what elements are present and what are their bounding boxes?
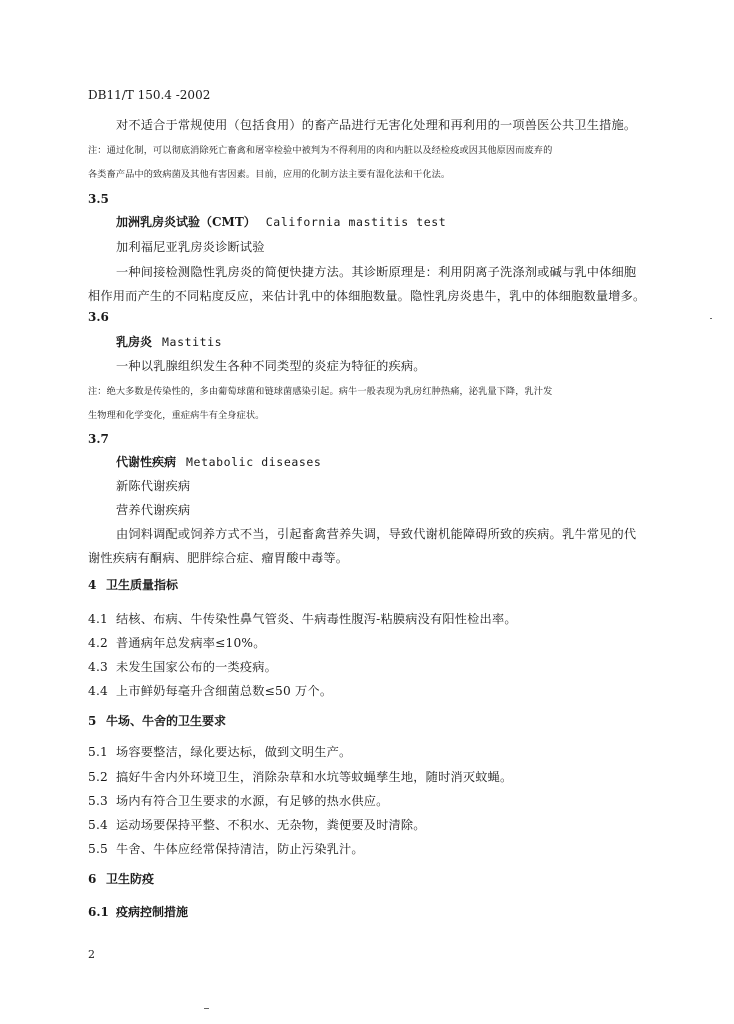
mastitis-note-line-1: 注：绝大多数是传染性的，多由葡萄球菌和链球菌感染引起。病牛一般表现为乳房红肿热痛，泌乳量下降，乳汁发 bbox=[88, 386, 553, 397]
page-number: 2 bbox=[88, 948, 95, 961]
section-6-number: 6 bbox=[88, 872, 97, 886]
item-text: 场内有符合卫生要求的水源，有足够的热水供应。 bbox=[116, 794, 389, 808]
item-text: 搞好牛舍内外环境卫生，消除杂草和水坑等蚊蝇孳生地，随时消灭蚊蝇。 bbox=[116, 770, 513, 784]
section-6-heading bbox=[88, 870, 154, 887]
section-5-title: 牛场、牛舍的卫生要求 bbox=[106, 714, 227, 728]
item-number: 4.4 bbox=[88, 684, 108, 698]
term-mastitis-en: Mastitis bbox=[162, 335, 223, 349]
term-cmt-en: California mastitis test bbox=[265, 215, 447, 229]
term-metabolic-cn: 代谢性疾病 bbox=[116, 455, 177, 469]
section-4-number: 4 bbox=[88, 578, 97, 592]
list-item bbox=[88, 743, 351, 760]
item-text: 牛舍、牛体应经常保持清洁，防止污染乳汁。 bbox=[116, 842, 364, 856]
clause-number-3-7: 3.7 bbox=[88, 432, 109, 446]
item-number: 4.1 bbox=[88, 612, 108, 626]
section-6-title: 卫生防疫 bbox=[106, 872, 155, 886]
item-text: 运动场要保持平整、不积水、无杂物，粪便要及时清除。 bbox=[116, 818, 426, 832]
item-text: 普通病年总发病率≤10%。 bbox=[116, 636, 266, 650]
item-text: 上市鲜奶每毫升含细菌总数≤50 万个。 bbox=[116, 684, 333, 698]
list-item bbox=[88, 682, 332, 699]
metabolic-definition-line-2: 谢性疾病有酮病、肥胖综合症、瘤胃酸中毒等。 bbox=[88, 551, 349, 565]
list-item bbox=[88, 792, 389, 809]
item-text: 场容要整洁，绿化要达标，做到文明生产。 bbox=[116, 745, 352, 759]
term-metabolic-alias-2: 营养代谢疾病 bbox=[116, 503, 191, 517]
item-number: 5.1 bbox=[88, 745, 108, 759]
mastitis-definition: 一种以乳腺组织发生各种不同类型的炎症为特征的疾病。 bbox=[116, 359, 426, 373]
metabolic-definition-line-1: 由饲料调配或饲养方式不当，引起畜禽营养失调，导致代谢机能障碍所致的疾病。乳牛常见的代 bbox=[116, 527, 637, 541]
cmt-definition-line-1: 一种间接检测隐性乳房炎的简便快捷方法。其诊断原理是：利用阴离子洗涤剂或碱与乳中体细胞 bbox=[116, 265, 637, 279]
item-number: 5.4 bbox=[88, 818, 108, 832]
item-number: 4.3 bbox=[88, 660, 108, 674]
list-item bbox=[88, 768, 512, 785]
subsection-6-1-heading bbox=[88, 903, 188, 920]
section-4-heading bbox=[88, 576, 178, 593]
term-metabolic-alias-1: 新陈代谢疾病 bbox=[116, 479, 191, 493]
term-mastitis bbox=[116, 333, 222, 350]
section-4-title: 卫生质量指标 bbox=[106, 578, 179, 592]
term-cmt-alias: 加利福尼亚乳房炎诊断试验 bbox=[116, 240, 265, 254]
clause-number-3-5: 3.5 bbox=[88, 192, 109, 206]
list-item bbox=[88, 816, 426, 833]
item-number: 5.3 bbox=[88, 794, 108, 808]
list-item bbox=[88, 658, 277, 675]
scan-speck bbox=[204, 1008, 209, 1009]
intro-note-line-2: 各类畜产品中的致病菌及其他有害因素。目前，应用的化制方法主要有湿化法和干化法。 bbox=[88, 169, 451, 180]
term-cmt-cn: 加洲乳房炎试验（CMT） bbox=[116, 215, 256, 229]
list-item bbox=[88, 634, 266, 651]
subsection-6-1-number: 6.1 bbox=[88, 905, 109, 919]
scan-speck bbox=[710, 318, 712, 319]
clause-number-3-6: 3.6 bbox=[88, 310, 109, 324]
item-text: 结核、布病、牛传染性鼻气管炎、牛病毒性腹泻-粘膜病没有阳性检出率。 bbox=[116, 612, 517, 626]
list-item bbox=[88, 610, 517, 627]
term-metabolic bbox=[116, 453, 321, 470]
intro-text: 对不适合于常规使用（包括食用）的畜产品进行无害化处理和再利用的一项兽医公共卫生措施。 bbox=[116, 118, 637, 132]
mastitis-note-line-2: 生物理和化学变化，重症病牛有全身症状。 bbox=[88, 410, 265, 421]
subsection-6-1-title: 疫病控制措施 bbox=[116, 905, 189, 919]
cmt-definition-line-2: 相作用而产生的不同粘度反应，来估计乳中的体细胞数量。隐性乳房炎患牛，乳中的体细胞数量增多。 bbox=[88, 289, 646, 303]
item-number: 4.2 bbox=[88, 636, 108, 650]
section-5-number: 5 bbox=[88, 714, 97, 728]
item-number: 5.2 bbox=[88, 770, 108, 784]
document-code: DB11/T 150.4 -2002 bbox=[88, 88, 211, 102]
term-cmt bbox=[116, 213, 446, 230]
intro-note-line-1: 注：通过化制，可以彻底消除死亡畜禽和屠宰检验中被判为不得利用的肉和内脏以及经检疫或因其他原因而废弃的 bbox=[88, 145, 553, 156]
item-number: 5.5 bbox=[88, 842, 108, 856]
list-item bbox=[88, 840, 364, 857]
section-5-heading bbox=[88, 712, 226, 729]
item-text: 未发生国家公布的一类疫病。 bbox=[116, 660, 278, 674]
term-mastitis-cn: 乳房炎 bbox=[116, 335, 153, 349]
term-metabolic-en: Metabolic diseases bbox=[186, 455, 322, 469]
